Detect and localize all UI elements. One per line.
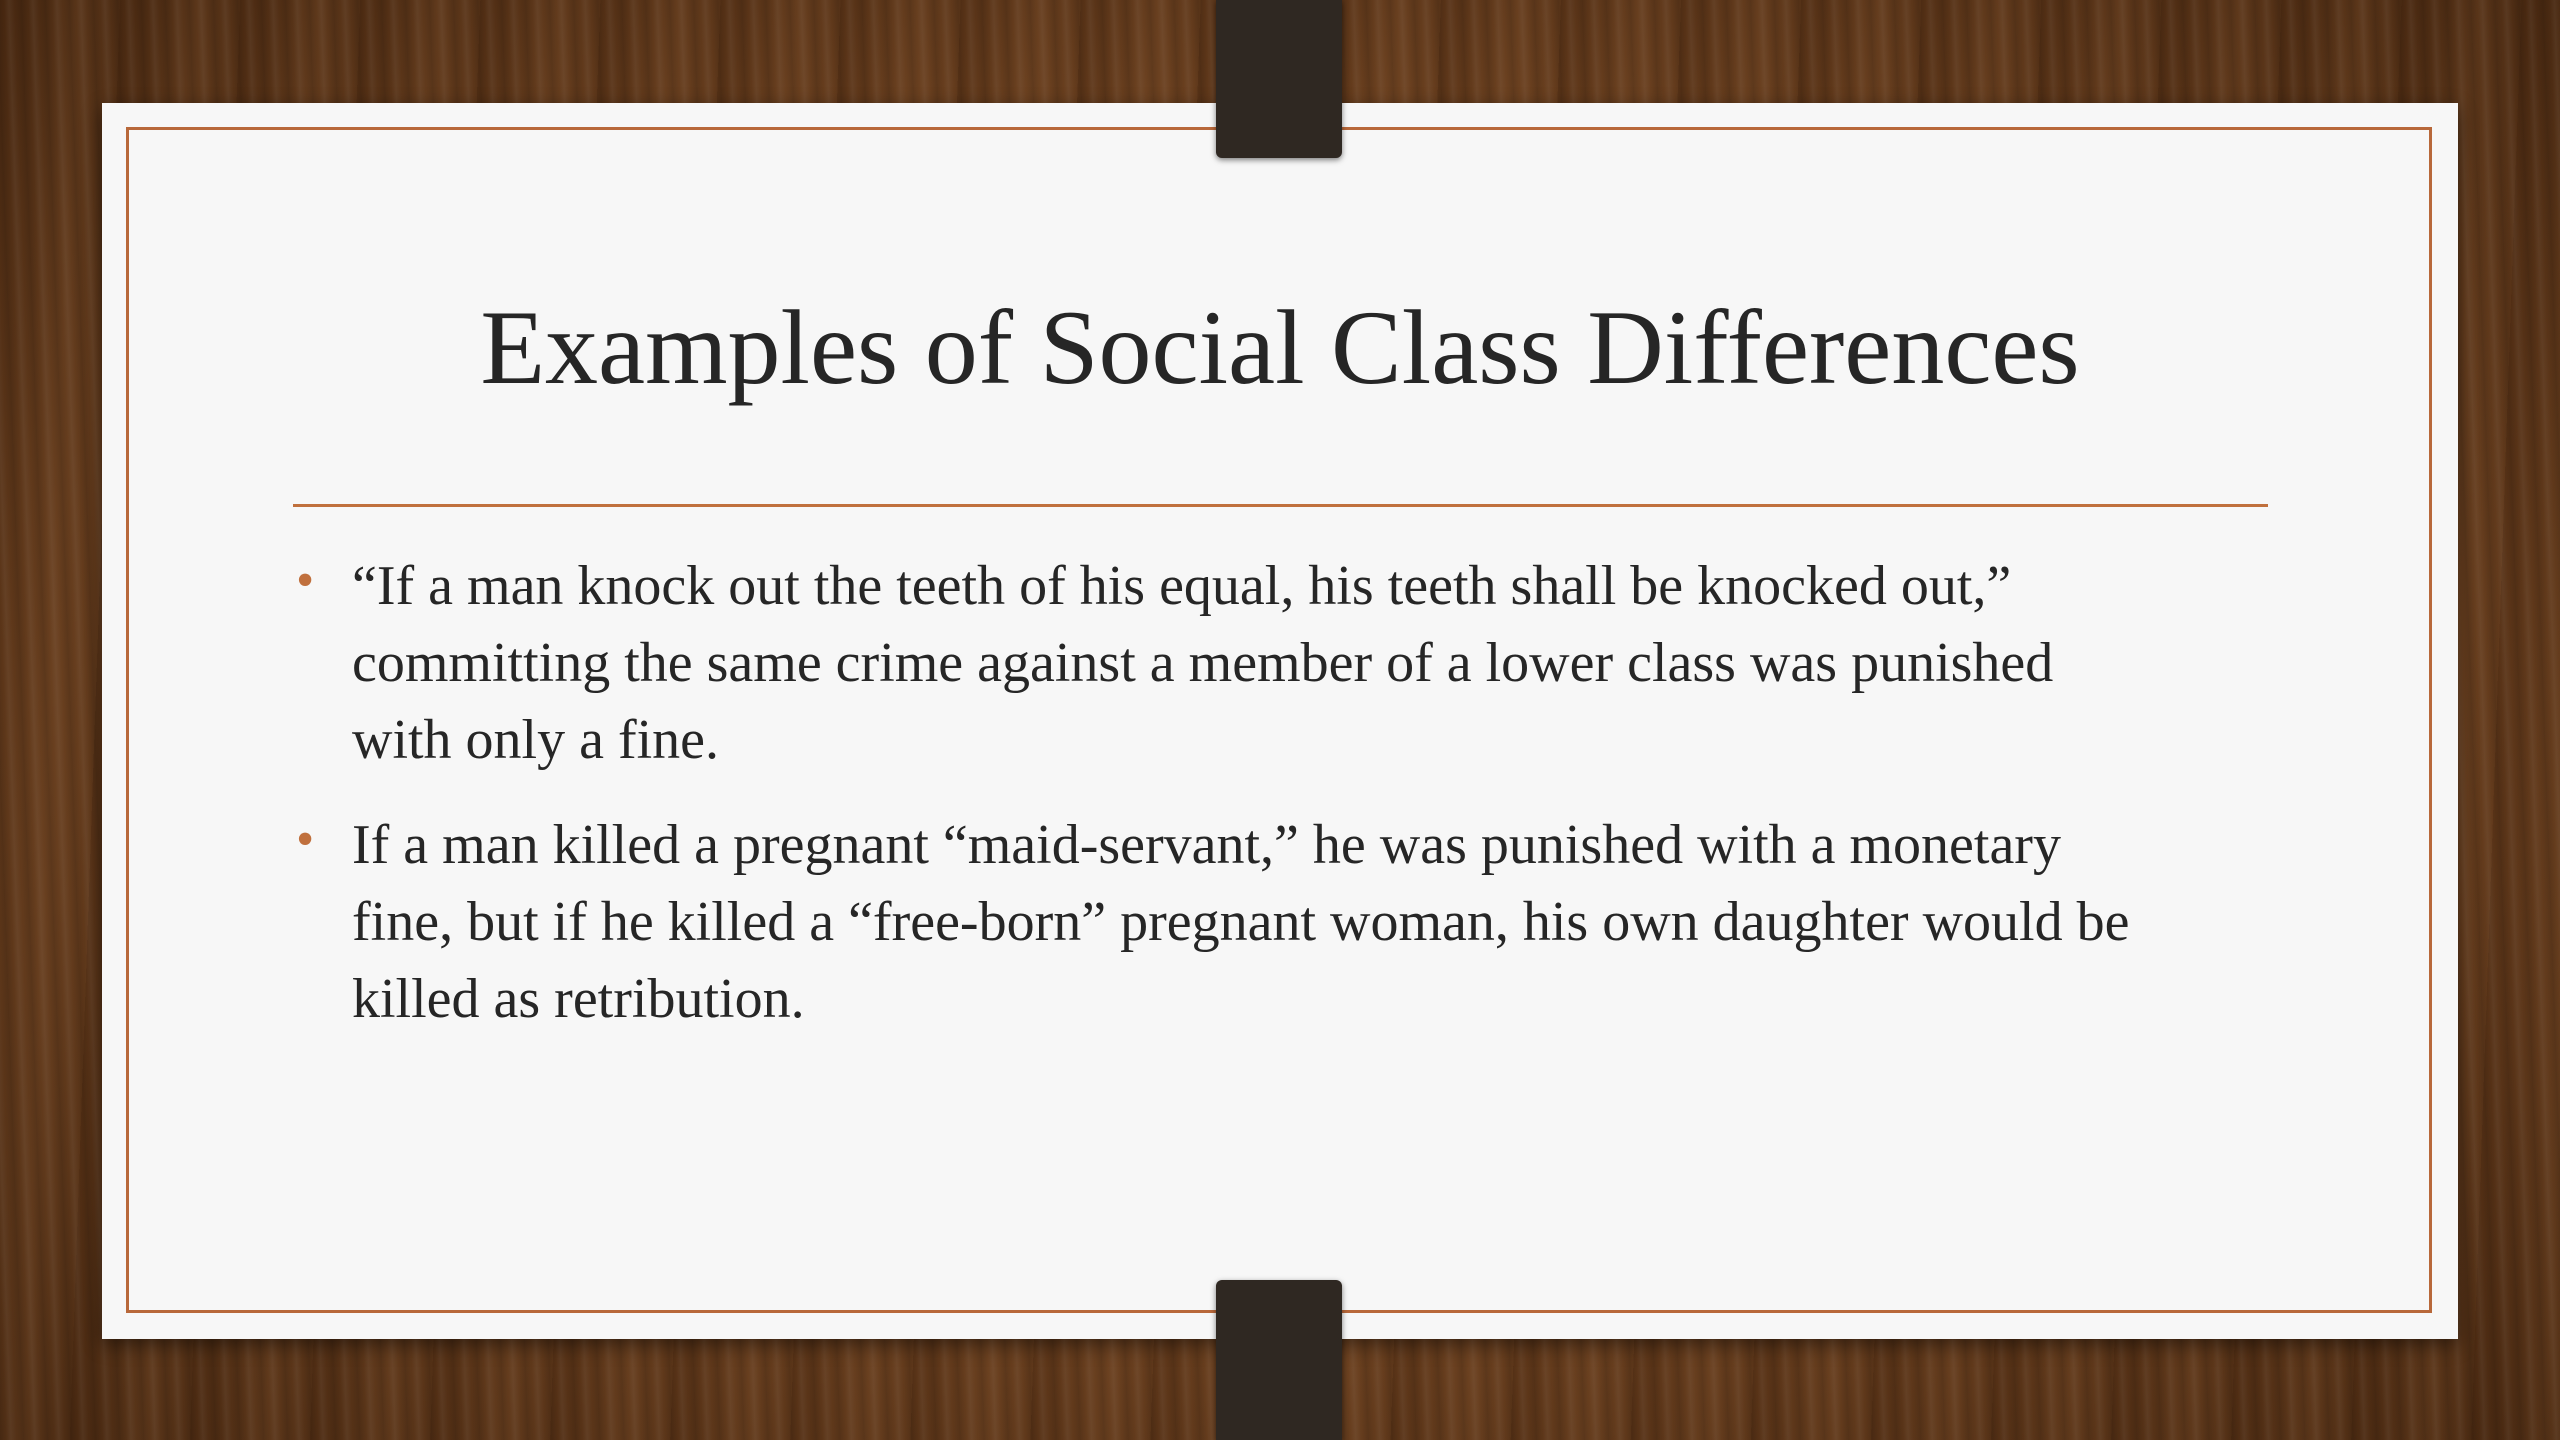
bullet-item [290, 548, 2150, 779]
bullet-item [290, 807, 2150, 1038]
slide-title: Examples of Social Class Differences [480, 289, 2080, 406]
bullet-text: “If a man knock out the teeth of his equal, his teeth shall be knocked out,” committing the same crime against a member of a lower class was punished with only a fine. [352, 555, 2054, 771]
bullet-dot-icon: • [296, 552, 315, 609]
bullet-dot-icon: • [296, 811, 315, 868]
bullet-list [290, 548, 2150, 1066]
bottom-binder-clip [1216, 1280, 1342, 1440]
title-divider [293, 504, 2268, 507]
bullet-text: If a man killed a pregnant “maid-servant,” he was punished with a monetary fine, but if he killed a “free-born” pregnant woman, his own daughter would be killed as retribution. [352, 814, 2130, 1030]
top-binder-clip [1216, 0, 1342, 158]
